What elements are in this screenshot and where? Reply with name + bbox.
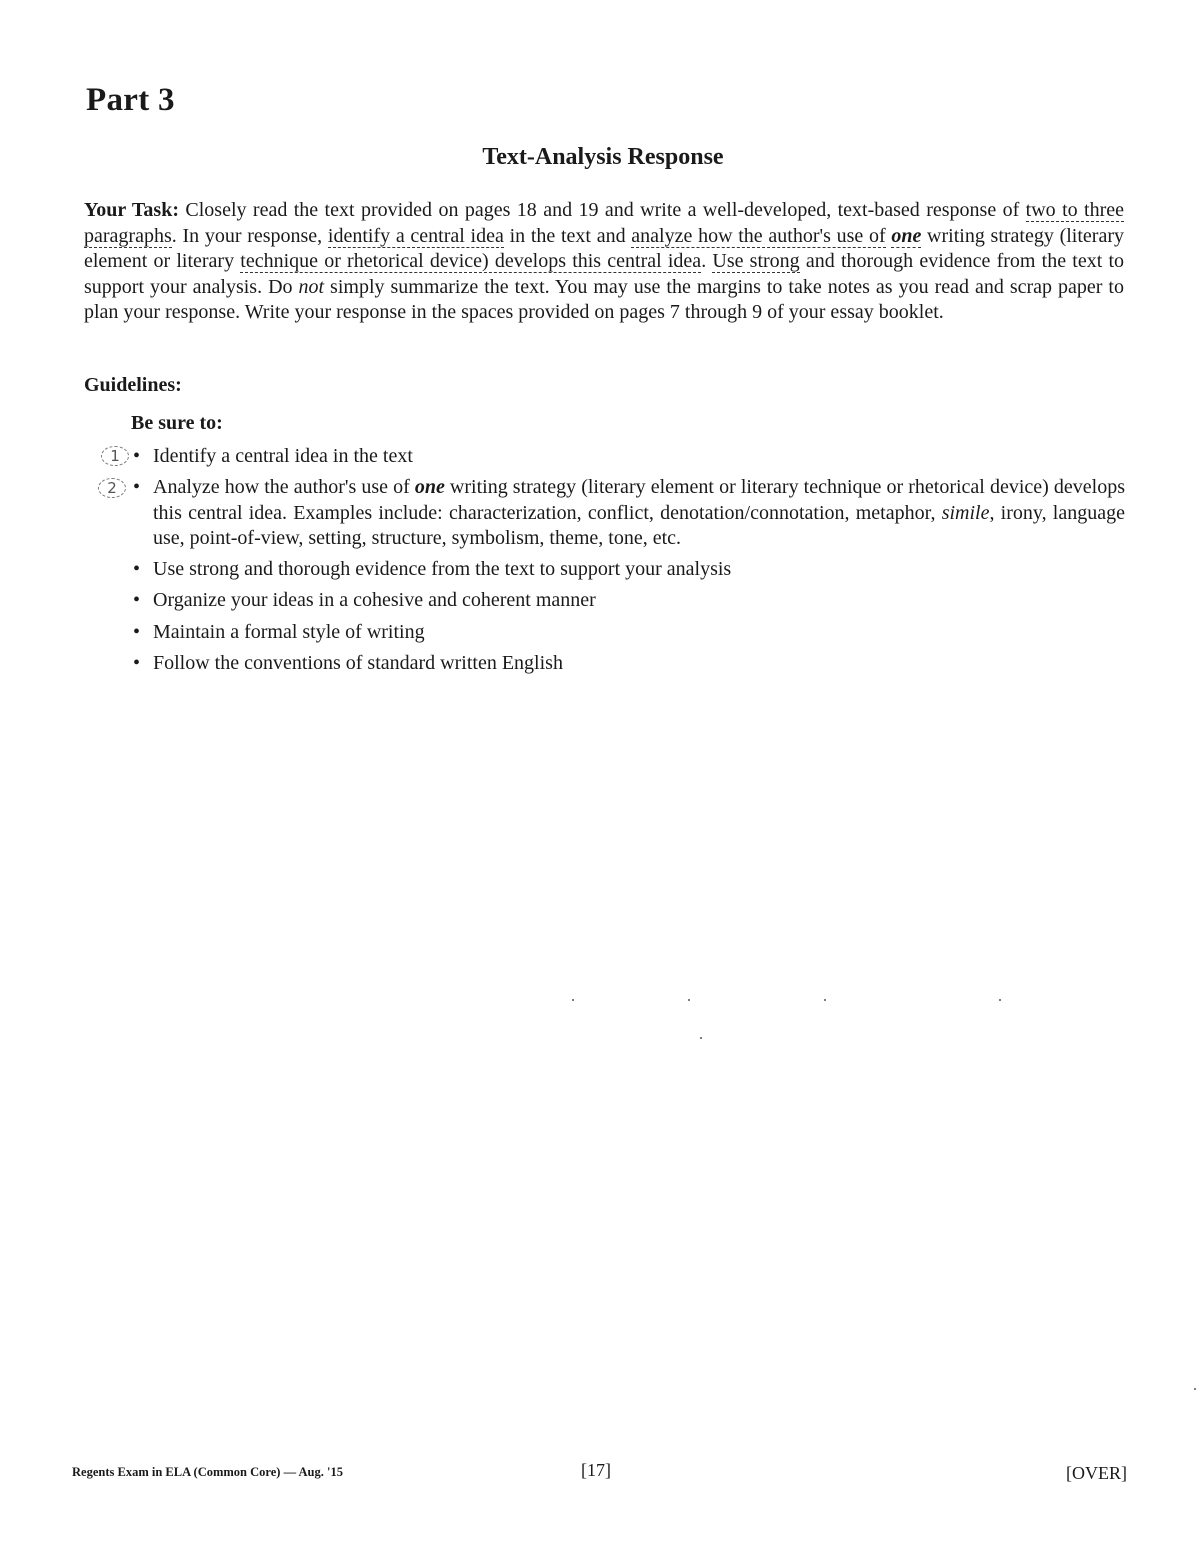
task-paragraph [84, 198, 1124, 326]
guidelines-heading: Guidelines: [84, 374, 182, 396]
task-lead: Your Task: [84, 199, 179, 221]
list-item [131, 651, 1125, 677]
task-text-6: . [701, 250, 713, 273]
list-item-text: Identify a central idea in the text [153, 445, 413, 467]
footer-over-label: [OVER] [1066, 1463, 1127, 1483]
handwritten-mark-1: 1 [101, 446, 129, 466]
list-item [131, 444, 1125, 470]
scan-speck [999, 999, 1001, 1001]
section-title: Text-Analysis Response [482, 144, 724, 170]
task-underline-5: Use strong [712, 250, 800, 273]
footer-exam-title: Regents Exam in ELA (Common Core) — Aug. '15 [72, 1465, 343, 1479]
guidelines-list [131, 444, 1125, 682]
handwritten-mark-2: 2 [98, 478, 126, 498]
list-item [131, 557, 1125, 583]
list-item [131, 620, 1125, 646]
task-emphasis-one: one [891, 224, 922, 247]
list-item-text: Organize your ideas in a cohesive and coherent manner [153, 589, 596, 612]
bullet-icon: • [133, 620, 141, 643]
task-underline-3: analyze how the author's use of [631, 224, 886, 247]
list-item-text: Follow the conventions of standard written English [153, 651, 563, 674]
scan-speck [700, 1037, 702, 1039]
task-underline-1: two to three paragraphs [84, 199, 1125, 247]
task-text-1: Closely read the text provided on pages 18 and 19 and write a well-developed, text-based response of [178, 199, 1026, 221]
task-underline-4: technique or rhetorical device) develops this central idea [240, 250, 702, 273]
list-item-emphasis-simile: simile [941, 501, 990, 524]
list-item-text: Analyze how the author's use of [153, 476, 415, 499]
be-sure-heading: Be sure to: [131, 412, 223, 434]
bullet-icon: • [133, 445, 141, 467]
task-text-5: writing strategy (literary element or literary [84, 224, 1124, 273]
list-item-text: Maintain a formal style of writing [153, 620, 425, 643]
task-emphasis-not: not [298, 275, 325, 298]
part-heading: Part 3 [86, 82, 175, 118]
bullet-icon: • [133, 651, 141, 674]
task-text-7: and thorough evidence from the text to support your analysis. Do [84, 250, 1125, 298]
list-item [131, 588, 1125, 614]
scan-speck [1194, 1388, 1196, 1390]
list-item [131, 475, 1125, 552]
footer-page-number: [17] [581, 1460, 611, 1480]
bullet-icon: • [133, 476, 141, 499]
list-item-text: Use strong and thorough evidence from the text to support your analysis [153, 558, 732, 581]
scan-speck [824, 999, 826, 1001]
scan-speck [688, 999, 690, 1001]
bullet-icon: • [133, 589, 141, 612]
list-item-text: , irony, language use, point-of-view, setting, structure, symbolism, theme, tone, etc. [153, 501, 1125, 550]
task-text-8: simply summarize the text. You may use the margins to take notes as you read and scrap paper to plan your response. Write your response in the spaces provided on pages 7 through 9 of your essay booklet. [84, 275, 1124, 324]
list-item-emphasis: one [414, 476, 445, 499]
task-text-3: in the text and [503, 224, 632, 247]
task-underline-2: identify a central idea [327, 224, 504, 247]
bullet-icon: • [133, 558, 141, 581]
task-text-2: . In your response, [171, 224, 328, 247]
list-item-text: writing strategy (literary element or literary technique or rhetorical device) develops this central idea. Examples include: characterization, conflict, denotation/connotation, metaphor, [153, 476, 1125, 524]
scan-speck [572, 999, 574, 1001]
